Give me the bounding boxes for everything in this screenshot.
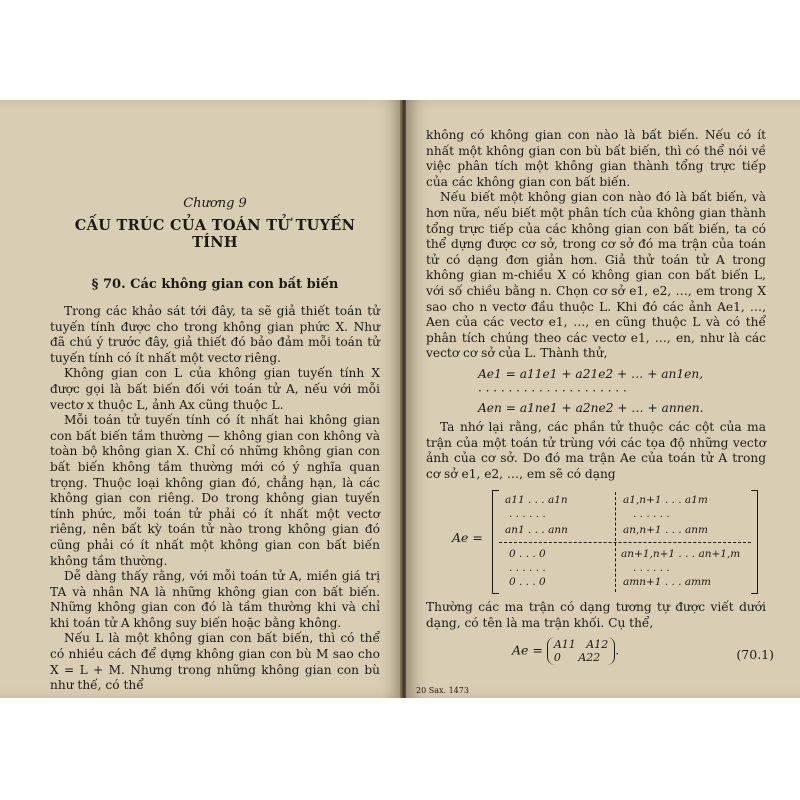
left-page-content [50, 196, 380, 694]
paragraph-4: Dễ dàng thấy rằng, với mỗi toán tử A, miền giá trị TA và nhân NA là những không gian con bất biến. Những không gian con đó là tầm thường khi và chỉ khi toán tử A không suy biến hoặc bằng không. [50, 569, 380, 630]
page-footer: 20 Sax. 1473 [416, 686, 469, 695]
block-matrix-parens [547, 637, 615, 665]
matrix-cell-r2c1: an1 . . . ann [505, 524, 568, 537]
equation-aen: Aen = a1ne1 + a2ne2 + … + annen. [478, 400, 704, 415]
open-book [0, 100, 800, 698]
matrix-equation [426, 490, 766, 594]
matrix-dots-r3: . . . . . . [509, 562, 546, 575]
block-matrix-equation [512, 637, 774, 669]
equation-number: (70.1) [736, 647, 774, 663]
paragraph-3: Mỗi toán tử tuyến tính có ít nhất hai không gian con bất biến tầm thường — không gian con không và toàn bộ không gian X. Chỉ có những không gian con bất biến không tầm thường mới có ý nghĩa quan trọng. Thuộc loại không gian đó, chẳng hạn, là các không gian con riêng. Do trong không gian tuyến tính phức, mỗi toán tử phải có ít nhất một vectơ riêng, nên bất kỳ toán tử nào trong không gian đó cũng phải có ít nhất một không gian con bất biến không tầm thường. [50, 413, 380, 568]
right-page [406, 100, 800, 698]
matrix-dots-r1b: . . . . . . [633, 508, 670, 521]
chapter-title: CẤU TRÚC CỦA TOÁN TỬ TUYẾN TÍNH [74, 217, 356, 251]
block-matrix-row-1: A11 A12 [553, 638, 609, 652]
paragraph-9: Thường các ma trận có dạng tương tự được viết dưới dạng, có tên là ma trận khối. Cụ thể, [426, 600, 766, 630]
matrix-cell-r1c2: a1,n+1 . . . a1m [623, 494, 708, 507]
matrix-dots-r1: . . . . . . [509, 508, 546, 521]
paragraph-1: Trong các khảo sát tới đây, ta sẽ giả thiết toán tử tuyến tính được cho trong không gian phức X. Như đã chú ý trước đây, giả thiết đó bảo đảm mỗi toán tử tuyến tính có ít nhất một vectơ riêng. [50, 304, 380, 365]
paragraph-2: Không gian con L của không gian tuyến tính X được gọi là bất biến đối với toán tử A, nếu với mỗi vectơ x thuộc L, ảnh Ax cũng thuộc L. [50, 366, 380, 412]
paragraph-5: Nếu L là một không gian con bất biến, thì có thể có nhiều cách để dựng không gian con bù M sao cho X = L + M. Nhưng trong những không gian con bù như thế, có thể [50, 631, 380, 693]
matrix-horizontal-divider [499, 542, 751, 543]
matrix-cell-r1c1: a11 . . . a1n [505, 494, 568, 507]
block-matrix-label: Ae = [512, 642, 543, 658]
matrix-cell-r3c2: an+1,n+1 . . . an+1,m [621, 548, 741, 561]
matrix-cell-r2c2: an,n+1 . . . anm [623, 524, 708, 537]
block-matrix-row-2: 0 A22 [553, 651, 601, 665]
matrix-label: Ae = [452, 530, 483, 546]
block-matrix-end: . [615, 642, 620, 658]
matrix-cell-r4c2: amn+1 . . . amm [623, 576, 711, 589]
equation-ae1: Ae1 = a11e1 + a21e2 + … + an1en, [478, 366, 704, 381]
section-title: § 70. Các không gian con bất biến [91, 277, 339, 292]
matrix-cell-r4c1: 0 . . . 0 [509, 576, 546, 589]
matrix-cell-r3c1: 0 . . . 0 [509, 548, 546, 561]
chapter-label: Chương 9 [183, 196, 247, 211]
left-page [0, 100, 402, 698]
equation-dots: · · · · · · · · · · · · · · · · · · · · [478, 383, 627, 398]
right-page-content [426, 128, 774, 669]
paragraph-8: Ta nhớ lại rằng, các phần tử thuộc các cột của ma trận của một toán tử trùng với các tọa độ những vectơ ảnh của cơ sở. Do đó ma trận Ae của toán tử A trong cơ sở e1, e2, …, em sẽ có dạng [426, 419, 766, 481]
paragraph-7: Nếu biết một không gian con nào đó là bất biến, và hơn nữa, nếu biết một phân tích của không gian thành tổng trực tiếp của các không gian con bất biến, ta có thể dựng được cơ sở, trong cơ sở đó ma trận của toán tử có dạng đơn giản hơn. Giả thử toán tử A trong không gian m-chiều X có không gian con bất biến L, với số chiều bằng n. Chọn cơ sở e1, e2, …, em trong X sao cho n vectơ đầu thuộc L. Khi đó các ảnh Ae1, …, Aen của các vectơ e1, …, en cũng thuộc L và có thể phân tích chúng theo các vectơ e1, …, en, như là các vectơ cơ sở của L. Thành thử, [426, 190, 766, 361]
block-matrix [492, 490, 758, 594]
matrix-dots-r3b: . . . . . . [633, 562, 670, 575]
paragraph-6: không có không gian con nào là bất biến. Nếu có ít nhất một không gian con bù bất biến, thì có thể nói về việc phân tích một không gian thành tổng trực tiếp của các không gian con bất biến. [426, 128, 766, 189]
